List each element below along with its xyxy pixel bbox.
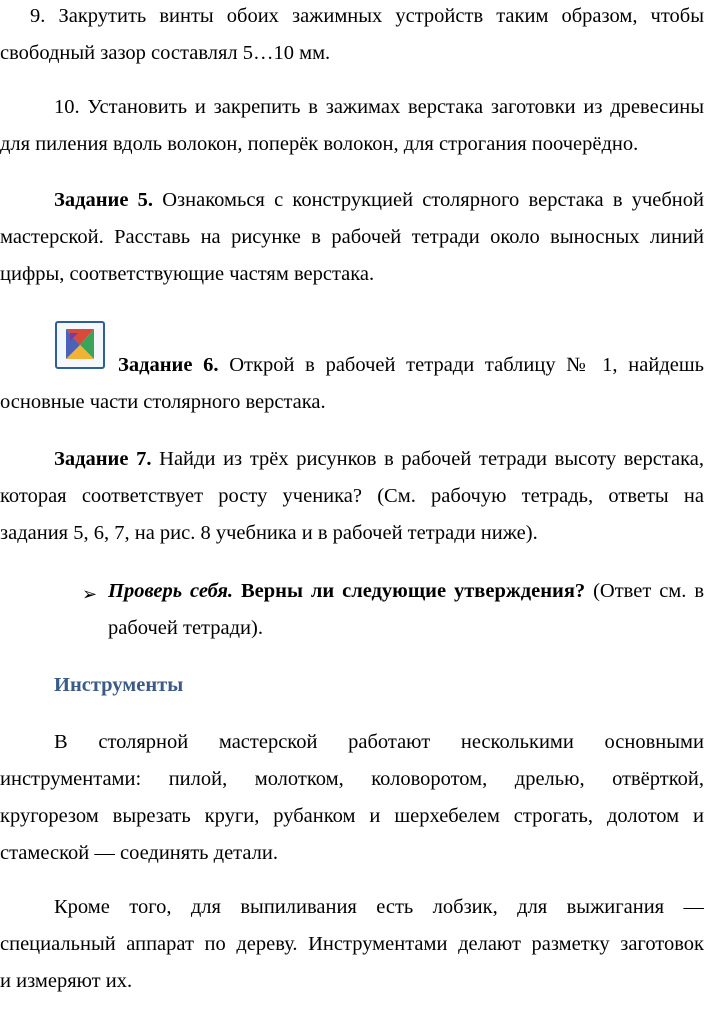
arrow-bullet-icon: ➢ (82, 584, 98, 604)
check-yourself (108, 573, 704, 647)
tools-paragraph-1-line-2: инструментами: пилой, молотком, коловоротом, дрелью, отвёрткой, (0, 768, 704, 790)
task-6-label: Задание 6. (118, 354, 219, 376)
task-7-line-1 (0, 441, 704, 478)
tools-paragraph-1-line-1: В столярной мастерской работают несколькими основными (54, 731, 704, 753)
tools-paragraph-1 (0, 724, 704, 872)
task-5-line-1-text: Ознакомься с конструкцией столярного верстака в учебной (162, 189, 704, 211)
step-10-line-2: для пиления вдоль волокон, поперёк волокон, для строгания поочерёдно. (0, 133, 639, 155)
task-7 (0, 441, 704, 552)
task-6-line-1 (0, 347, 704, 384)
step-9 (0, 0, 704, 72)
task-5 (0, 182, 704, 293)
check-yourself-line-2: рабочей тетради). (108, 617, 263, 639)
tools-paragraph-2-line-2: специальный аппарат по дереву. Инструментами делают разметку заготовок (0, 933, 704, 955)
task-7-line-1-text: Найди из трёх рисунков в рабочей тетради высоту верстака, (159, 448, 704, 470)
check-yourself-label: Проверь себя. (108, 580, 234, 602)
step-10 (0, 89, 704, 163)
task-7-line-2: которая соответствует росту ученика? (См. рабочую тетрадь, ответы на (0, 485, 704, 507)
tools-paragraph-2-line-1: Кроме того, для выпиливания есть лобзик, для выжигания — (54, 896, 704, 918)
task-6-line-2: основные части столярного верстака. (0, 391, 326, 413)
tools-paragraph-2-line-3: и измеряют их. (0, 970, 133, 992)
task-5-label: Задание 5. (54, 189, 154, 211)
check-yourself-line-1 (108, 573, 704, 610)
task-7-label: Задание 7. (54, 448, 152, 470)
section-heading-tools: Инструменты (54, 674, 184, 696)
step-9-line-2: свободный зазор составлял 5…10 мм. (0, 42, 331, 64)
check-yourself-question: Верны ли следующие утверждения? (240, 580, 586, 602)
tools-paragraph-2 (0, 889, 704, 1000)
check-yourself-line-1-text: (Ответ см. в (593, 580, 704, 602)
task-5-line-2: мастерской. Расставь на рисунке в рабочей тетради около выносных линий (0, 226, 704, 248)
task-5-line-3: цифры, соответствующие частям верстака. (0, 263, 375, 285)
step-10-line-1: 10. Установить и закрепить в зажимах верстака заготовки из древесины (54, 96, 704, 118)
task-7-line-3: задания 5, 6, 7, на рис. 8 учебника и в рабочей тетради ниже). (0, 522, 538, 544)
tools-paragraph-1-line-3: кругорезом вырезать круги, рубанком и шерхебелем строгать, долотом и (0, 805, 704, 827)
step-9-line-1: 9. Закрутить винты обоих зажимных устройств таким образом, чтобы (30, 5, 704, 27)
task-5-line-1 (0, 182, 704, 219)
task-6 (0, 347, 704, 421)
task-6-line-1-text: Открой в рабочей тетради таблицу № 1, найдешь (229, 354, 704, 376)
tools-paragraph-1-line-4: стамеской — соединять детали. (0, 842, 278, 864)
